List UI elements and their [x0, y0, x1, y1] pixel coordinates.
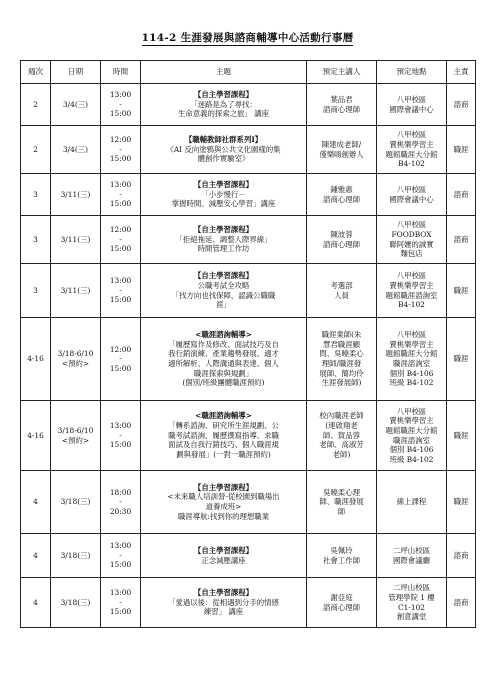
table-row [21, 84, 476, 126]
location-cell-line: 職涯諮詢室 [393, 359, 430, 368]
topic-cell-line: 「履歷寫作及修改、面試技巧及自 [168, 339, 279, 349]
topic-cell-line: 我行銷演練、產業趨勢發展、適才 [168, 349, 279, 359]
location-cell-line: B4-102 [398, 300, 425, 310]
topic-cell-line: 涯」 [216, 300, 231, 310]
location-cell [377, 216, 447, 264]
speaker-cell-line: 老師、高淑芳 [319, 440, 364, 450]
time-cell-line: 15:00 [109, 560, 132, 570]
location-cell-line: 題館職涯大分館 [385, 349, 438, 359]
topic-cell [141, 126, 307, 174]
col-header-date: 日期 [51, 61, 101, 84]
col-header-time: 時間 [101, 61, 141, 84]
speaker-cell [307, 174, 377, 216]
speaker-cell-line: 老師) [332, 449, 351, 459]
date-cell-line: 3/11(三) [60, 234, 91, 244]
owner-cell: 職涯 [447, 126, 476, 174]
date-cell [51, 84, 101, 126]
topic-cell-line: 【自主學習課程】 [193, 271, 254, 281]
speaker-cell [307, 264, 377, 318]
time-cell [101, 401, 141, 471]
time-cell-line: 12:00 [109, 135, 132, 145]
speaker-cell-line: 理師/職涯發 [321, 359, 362, 368]
time-cell-line: 15:00 [109, 363, 132, 373]
time-cell [101, 126, 141, 174]
topic-cell [141, 264, 307, 318]
owner-cell: 諮商 [447, 534, 476, 578]
location-cell-line: 八甲校區 [396, 271, 427, 281]
col-header-week: 週次 [21, 61, 51, 84]
date-cell [51, 264, 101, 318]
location-cell [377, 174, 447, 216]
location-cell [377, 578, 447, 628]
location-cell [377, 318, 447, 401]
speaker-cell-line: 職涯業師(朱 [321, 330, 362, 340]
table-row [21, 126, 476, 174]
location-cell-line: 麵包店 [400, 249, 423, 259]
table-row [21, 578, 476, 628]
topic-cell-line: 劃與發展」(一對一職涯預約) [176, 449, 271, 459]
location-cell-line: 八甲校區 [396, 184, 427, 194]
topic-cell-line: 體創作實驗室》 [197, 154, 250, 164]
topic-cell-line: 【自主學習課程】 [193, 180, 254, 190]
date-cell [51, 126, 101, 174]
topic-cell-line: 道養成班> [205, 502, 242, 511]
date-cell [51, 578, 101, 628]
week-cell: 2 [21, 126, 51, 174]
location-cell [377, 534, 447, 578]
speaker-cell-line: 諮商心理師 [323, 104, 360, 114]
date-cell [51, 318, 101, 401]
topic-cell-line: 正念減壓講座 [201, 555, 246, 565]
week-cell: 3 [21, 216, 51, 264]
speaker-cell-line: 慧君職涯顧 [323, 339, 360, 349]
date-cell [51, 216, 101, 264]
time-cell [101, 534, 141, 578]
speaker-cell [307, 318, 377, 401]
topic-cell-line: 職涯探索與規劃」 [193, 368, 254, 378]
time-cell [101, 174, 141, 216]
location-cell-line: 國際會議中心 [389, 194, 434, 204]
date-cell-line: 3/18(三) [60, 550, 91, 560]
time-cell-line: - [119, 497, 122, 507]
table-row [21, 216, 476, 264]
speaker-cell-line: 社會工作師 [323, 555, 360, 565]
topic-cell-line: 【自主學習課程】 [193, 225, 254, 235]
location-cell-line: 線上課程 [396, 497, 427, 507]
location-cell-line: 個別 B4-106 [389, 445, 434, 455]
topic-cell-line: 「拒絕拖延、調整人際界線」 [175, 234, 272, 244]
speaker-cell-line: 諮商心理師 [323, 602, 360, 612]
owner-cell: 諮商 [447, 216, 476, 264]
location-cell-line: 班級 B4-102 [389, 378, 434, 388]
topic-cell-line: 適所解析、人際溝通與表達、個人 [168, 359, 279, 368]
col-header-speaker: 預定主講人 [307, 61, 377, 84]
location-cell [377, 264, 447, 318]
topic-cell-line: 「找方向也找保障，認識公職職 [171, 290, 276, 300]
time-cell-line: 15:00 [109, 109, 132, 119]
location-cell-line: 八甲校區 [396, 330, 427, 340]
time-cell-line: 13:00 [109, 180, 132, 190]
location-cell-line: 題館職涯大分館 [385, 149, 438, 159]
location-cell-line: 八甲校區 [396, 94, 427, 104]
location-cell [377, 84, 447, 126]
topic-cell-line: 「愛過以後：從相遇到分手的情感 [168, 597, 279, 607]
header-row [21, 61, 476, 84]
topic-cell-line: 【自主學習課程】 [193, 588, 254, 598]
location-cell-line: 八甲校區 [396, 220, 427, 230]
week-cell: 3 [21, 264, 51, 318]
speaker-cell-line: 師、職涯發展 [319, 497, 364, 507]
speaker-cell [307, 471, 377, 534]
topic-cell [141, 84, 307, 126]
topic-cell-line: 生命意義的探索之旅」 講座 [177, 109, 270, 119]
location-cell-line: FOODBOX [391, 229, 432, 239]
location-cell-line: C1-102 [398, 602, 425, 612]
speaker-cell-line: 師、賀品蓉 [323, 430, 360, 440]
time-cell-line: 13:00 [109, 541, 132, 551]
page-title: 114-2 生涯發展與諮商輔導中心活動行事曆 [141, 32, 354, 44]
topic-cell-line: 掌握時間、減壓安心學習」講座 [171, 199, 276, 209]
time-cell-line: - [119, 234, 122, 244]
topic-cell-line: 【職輔教師社群系列I】 [184, 135, 263, 145]
topic-cell [141, 401, 307, 471]
speaker-cell [307, 534, 377, 578]
time-cell [101, 84, 141, 126]
time-cell-line: 15:00 [109, 154, 132, 164]
topic-cell [141, 578, 307, 628]
location-cell-line: 個別 B4-106 [389, 368, 434, 378]
topic-cell-line: 「迷路是為了尋找： [190, 99, 257, 109]
time-cell-line: - [119, 144, 122, 154]
time-cell-line: 15:00 [109, 199, 132, 209]
speaker-cell-line: 鍾雅惠 [330, 184, 353, 194]
location-cell-line: 賣桃樂學習主 [389, 280, 434, 290]
speaker-cell-line: 僅樂嗨創辦人 [319, 149, 364, 159]
date-cell [51, 534, 101, 578]
col-header-owner: 主責 [447, 61, 476, 84]
location-cell-line: 題館職涯大分館 [385, 425, 438, 435]
topic-cell-line: 練習」 講座 [203, 607, 244, 617]
location-cell-line: 國際會議廳 [393, 555, 430, 565]
date-cell [51, 401, 101, 471]
speaker-cell-line: 展師、簡均伶 [319, 368, 364, 378]
speaker-cell [307, 84, 377, 126]
date-cell-line: 3/18(三) [60, 597, 91, 607]
week-cell: 4 [21, 534, 51, 578]
location-cell-line: 創意講堂 [396, 612, 427, 622]
topic-cell [141, 534, 307, 578]
speaker-cell-line: 陳波蓉 [330, 229, 353, 239]
date-cell-line: 3/18(三) [60, 497, 91, 507]
owner-cell: 職涯 [447, 318, 476, 401]
week-cell: 2 [21, 84, 51, 126]
time-cell-line: - [119, 430, 122, 440]
topic-cell-line: 「轉系諮詢、研究所生涯規劃、公 [168, 421, 279, 431]
table-row [21, 534, 476, 578]
time-cell-line: - [119, 99, 122, 109]
speaker-cell-line: 陳建成老師/ [321, 139, 362, 149]
time-cell-line: 15:00 [109, 244, 132, 254]
time-cell-line: 13:00 [109, 276, 132, 286]
time-cell-line: 15:00 [109, 295, 132, 305]
location-cell [377, 126, 447, 174]
topic-cell-line: <職涯諮詢輔導> [195, 330, 252, 340]
location-cell-line: B4-102 [398, 159, 425, 169]
week-cell: 4-16 [21, 401, 51, 471]
time-cell-line: 12:00 [109, 225, 132, 235]
time-cell-line: - [119, 597, 122, 607]
week-cell: 4 [21, 578, 51, 628]
topic-cell [141, 318, 307, 401]
location-cell-line: 題館職涯諮詢室 [385, 290, 438, 300]
schedule-rows [21, 84, 476, 628]
topic-cell-line: 公職考試全攻略 [197, 280, 250, 290]
date-cell-line: 3/18-6/10 [57, 349, 94, 359]
location-cell-line: 管理學院 1 樓 [388, 592, 435, 602]
speaker-cell-line: 諮商心理師 [323, 239, 360, 249]
time-cell-line: 20:30 [109, 506, 132, 516]
time-cell-line: 12:00 [109, 344, 132, 354]
table-row [21, 174, 476, 216]
owner-cell: 諮商 [447, 578, 476, 628]
speaker-cell-line: 謝亞庭 [330, 592, 353, 602]
col-header-topic: 主題 [141, 61, 307, 84]
date-cell [51, 174, 101, 216]
week-cell: 4 [21, 471, 51, 534]
owner-cell: 諮商 [447, 174, 476, 216]
location-cell-line: 賣桃樂學習主 [389, 416, 434, 426]
schedule-table [20, 60, 476, 628]
date-cell-line: 3/11(三) [60, 189, 91, 199]
speaker-cell-line: 生涯發展師) [321, 378, 362, 388]
topic-cell-line: 職涯導航:找到你的理想職業 [177, 511, 270, 521]
time-cell [101, 471, 141, 534]
owner-cell: 職涯 [447, 471, 476, 534]
location-cell-line: 二坪山校區 [393, 545, 430, 555]
col-header-location: 預定地點 [377, 61, 447, 84]
time-cell-line: - [119, 354, 122, 364]
time-cell-line: - [119, 285, 122, 295]
time-cell-line: 15:00 [109, 607, 132, 617]
date-cell [51, 471, 101, 534]
speaker-cell-line: 吳佩玲 [330, 545, 353, 555]
time-cell [101, 318, 141, 401]
table-row [21, 401, 476, 471]
owner-cell: 職涯 [447, 401, 476, 471]
date-cell-line: 3/18-6/10 [57, 425, 94, 435]
topic-cell-line: 【自主學習課程】 [193, 482, 254, 492]
week-cell: 3 [21, 174, 51, 216]
speaker-cell [307, 216, 377, 264]
speaker-cell [307, 401, 377, 471]
location-cell [377, 471, 447, 534]
speaker-cell-line: 人員 [334, 290, 349, 300]
time-cell [101, 264, 141, 318]
location-cell-line: 八甲校區 [396, 406, 427, 416]
location-cell-line: 聯阿嬤的誠實 [389, 239, 434, 249]
topic-cell-line: 【自主學習課程】 [193, 545, 254, 555]
week-cell: 4-16 [21, 318, 51, 401]
date-cell-line: 3/11(三) [60, 285, 91, 295]
owner-cell: 諮商 [447, 84, 476, 126]
time-cell [101, 578, 141, 628]
location-cell [377, 401, 447, 471]
location-cell-line: 國際會議中心 [389, 104, 434, 114]
speaker-cell-line: 諮商心理師 [323, 194, 360, 204]
topic-cell-line: <未來職人培訓營-從校園到職場出 [167, 492, 280, 502]
location-cell-line: 賣桃樂學習主 [389, 339, 434, 349]
location-cell-line: 賣桃樂學習主 [389, 139, 434, 149]
location-cell-line: 二坪山校區 [393, 583, 430, 593]
time-cell-line: 13:00 [109, 421, 132, 431]
time-cell-line: 18:00 [109, 487, 132, 497]
speaker-cell-line: 考選部 [330, 280, 353, 290]
speaker-cell-line: 師 [337, 506, 346, 516]
time-cell-line: - [119, 550, 122, 560]
topic-cell-line: 「小步慢行－ [201, 189, 246, 199]
date-cell-line: <預約> [61, 359, 90, 368]
speaker-cell-line: 校內職涯老師 [319, 411, 364, 421]
topic-cell-line: 面試及自我行銷技巧、個人職涯規 [168, 440, 279, 450]
time-cell-line: - [119, 189, 122, 199]
location-cell-line: 班級 B4-102 [389, 454, 434, 464]
topic-cell-line: (個別/班級團體職涯預約) [182, 378, 265, 388]
speaker-cell [307, 578, 377, 628]
time-cell-line: 13:00 [109, 588, 132, 598]
table-row [21, 471, 476, 534]
topic-cell-line: 職考試諮詢、履歷撰寫指導、求職 [168, 430, 279, 440]
date-cell-line: <預約> [61, 435, 90, 445]
date-cell-line: 3/4(三) [62, 99, 89, 109]
topic-cell-line: 【自主學習課程】 [193, 90, 254, 100]
owner-cell: 職涯 [447, 264, 476, 318]
speaker-cell-line: 葉品君 [330, 94, 353, 104]
topic-cell-line: 《AI 反向塗鴉與公共文化園樣的集 [166, 144, 281, 154]
topic-cell-line: <職涯諮詢輔導> [195, 411, 252, 421]
time-cell-line: 15:00 [109, 440, 132, 450]
topic-cell-line: 時間管理工作坊 [197, 244, 250, 254]
speaker-cell-line: (連啟翔老 [325, 421, 358, 431]
topic-cell [141, 174, 307, 216]
location-cell-line: 八甲校區 [396, 130, 427, 140]
speaker-cell [307, 126, 377, 174]
date-cell-line: 3/4(三) [62, 144, 89, 154]
topic-cell [141, 216, 307, 264]
time-cell [101, 216, 141, 264]
speaker-cell-line: 吳曉柔心理 [323, 487, 360, 497]
time-cell-line: 13:00 [109, 90, 132, 100]
topic-cell [141, 471, 307, 534]
speaker-cell-line: 問、吳曉柔心 [319, 349, 364, 359]
location-cell-line: 職涯諮詢室 [393, 435, 430, 445]
table-row [21, 318, 476, 401]
table-row [21, 264, 476, 318]
